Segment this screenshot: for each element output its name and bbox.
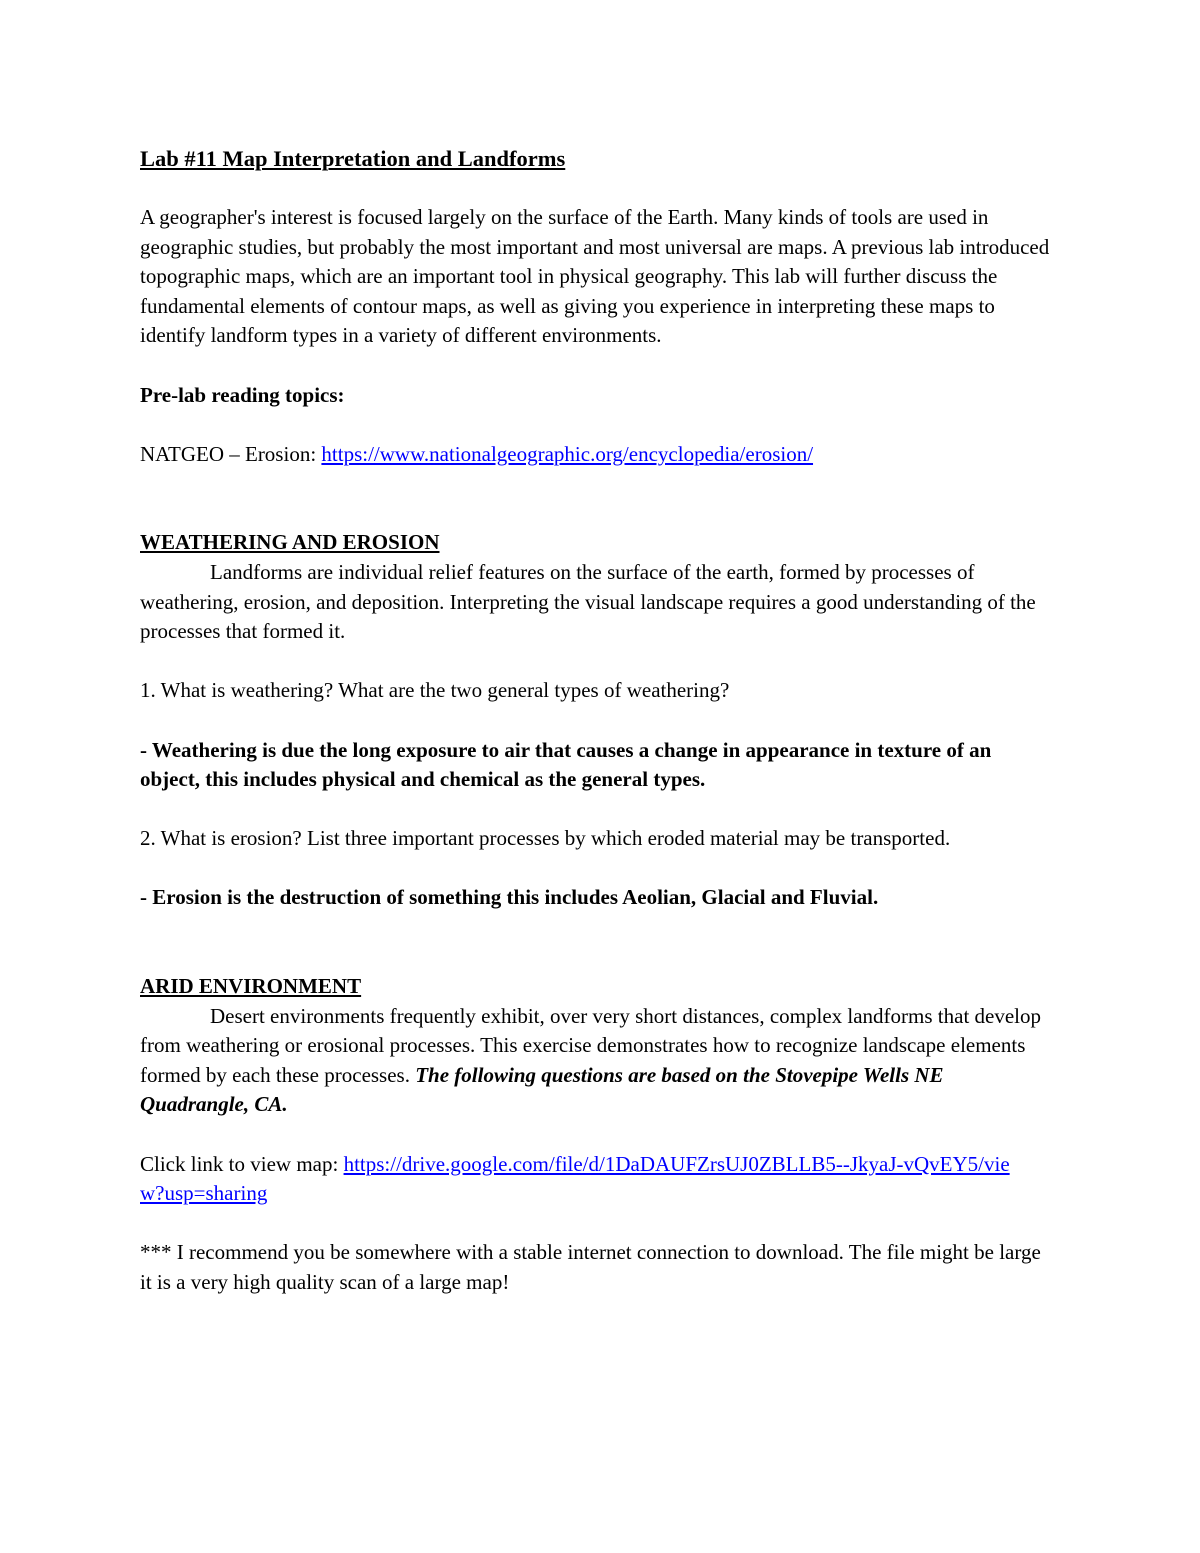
spacer bbox=[140, 1209, 1055, 1239]
section-heading-weathering: WEATHERING AND EROSION bbox=[140, 530, 440, 555]
spacer bbox=[140, 351, 1055, 381]
weathering-paragraph: Landforms are individual relief features on the surface of the earth, formed by processes of weathering, erosion, and deposition. Interpreting the visual landscape requires a good understanding of the processes that formed it. bbox=[140, 559, 1036, 644]
spacer bbox=[140, 706, 1055, 736]
prelab-heading: Pre-lab reading topics: bbox=[140, 382, 345, 407]
download-note: *** I recommend you be somewhere with a stable internet connection to download. The file might be large it is a very high quality scan of a large map! bbox=[140, 1240, 1041, 1294]
spacer bbox=[140, 410, 1055, 440]
map-link[interactable]: https://drive.google.com/file/d/1DaDAUFZrsUJ0ZBLLB5--JkyaJ-vQvEY5/view?usp=sharing bbox=[140, 1151, 1010, 1206]
arid-paragraph-emphasis: The following questions are based on the Stovepipe Wells NE Quadrangle, CA. bbox=[140, 1062, 944, 1117]
answer-1: - Weathering is due the long exposure to air that causes a change in appearance in texture of an object, this includes physical and chemical as the general types. bbox=[140, 737, 992, 792]
map-link-label: Click link to view map: bbox=[140, 1151, 344, 1176]
spacer bbox=[140, 1120, 1055, 1150]
arid-paragraph bbox=[140, 1002, 1055, 1120]
spacer bbox=[140, 795, 1055, 825]
section-heading-arid: ARID ENVIRONMENT bbox=[140, 974, 362, 999]
document-page bbox=[140, 144, 1055, 1298]
intro-paragraph: A geographer's interest is focused largely on the surface of the Earth. Many kinds of tools are used in geographic studies, but probably the most important and most universal are maps. A previous lab introduced topographic maps, which are an important tool in physical geography. This lab will further discuss the fundamental elements of contour maps, as well as giving you experience in interpreting these maps to identify landform types in a variety of different environments. bbox=[140, 205, 1050, 348]
spacer bbox=[140, 469, 1055, 528]
natgeo-label: NATGEO – Erosion: bbox=[140, 441, 322, 466]
answer-2: - Erosion is the destruction of something this includes Aeolian, Glacial and Fluvial. bbox=[140, 885, 879, 910]
spacer bbox=[140, 913, 1055, 972]
question-1: 1. What is weathering? What are the two general types of weathering? bbox=[140, 678, 730, 703]
arid-paragraph-text: Desert environments frequently exhibit, over very short distances, complex landforms that develop from weathering or erosional processes. This exercise demonstrates how to recognize landscape elements formed by each these processes. bbox=[140, 1003, 1042, 1087]
map-link-line bbox=[140, 1150, 1055, 1209]
natgeo-link[interactable]: https://www.nationalgeographic.org/encyclopedia/erosion/ bbox=[321, 441, 814, 466]
natgeo-line bbox=[140, 440, 1055, 470]
spacer bbox=[140, 854, 1055, 884]
document-title: Lab #11 Map Interpretation and Landforms bbox=[140, 146, 566, 171]
question-2: 2. What is erosion? List three important processes by which eroded material may be transported. bbox=[140, 826, 951, 851]
spacer bbox=[140, 647, 1055, 677]
